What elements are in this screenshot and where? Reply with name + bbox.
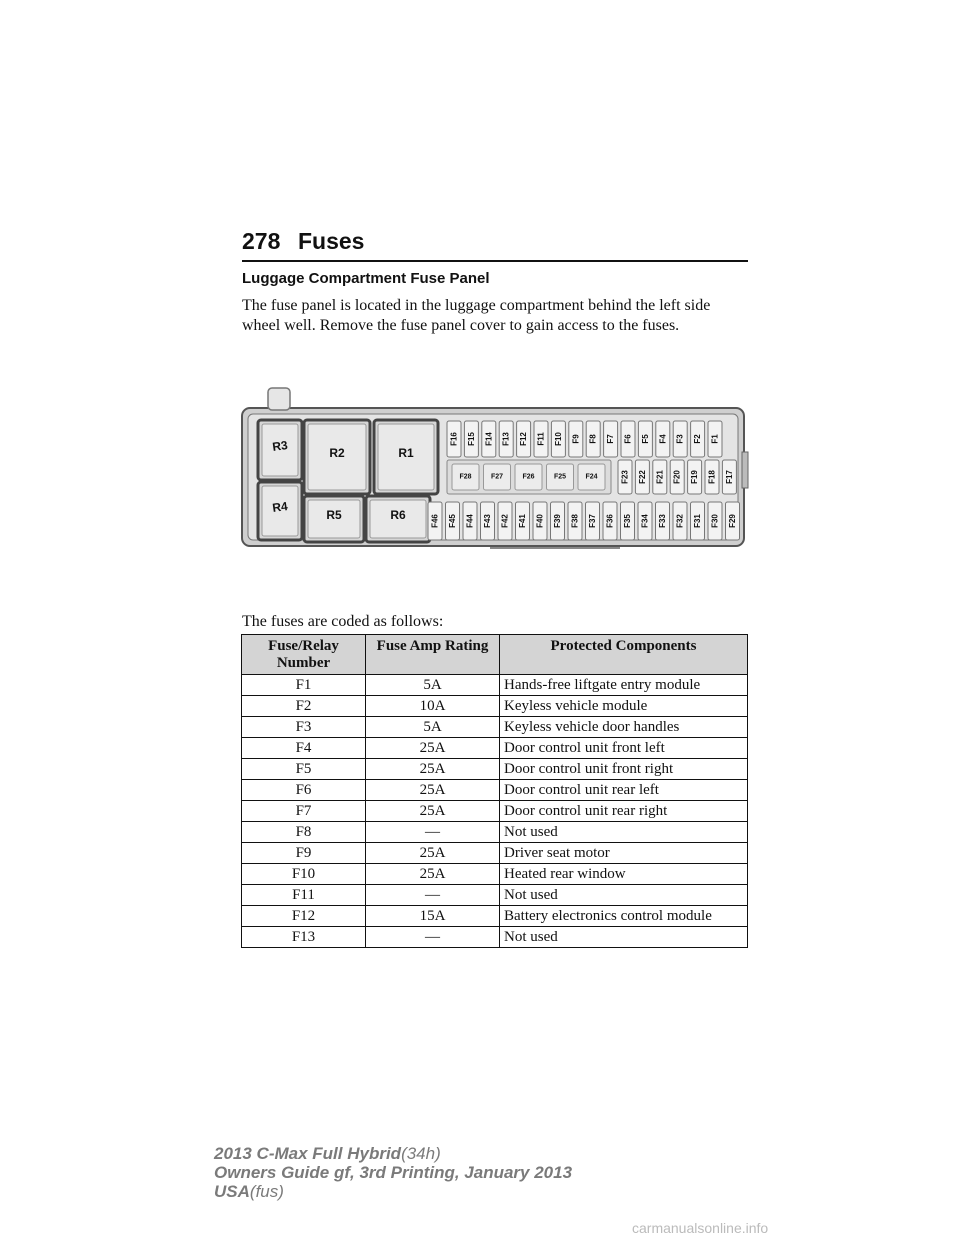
fuse-number-cell: F12: [242, 906, 366, 927]
amp-rating-cell: 25A: [366, 759, 500, 780]
fuse-label: F18: [707, 470, 717, 484]
fuse-panel-diagram: [240, 386, 750, 556]
page-number: 278: [242, 228, 281, 254]
footer-market-code: (fus): [249, 1182, 284, 1201]
table-row: [242, 738, 748, 759]
header-protected-components: Protected Components: [500, 635, 748, 675]
chapter-title: Fuses: [298, 228, 365, 254]
fuse-label: F10: [553, 432, 563, 446]
fuse-label: F44: [465, 514, 475, 528]
relay-label: R6: [390, 508, 406, 522]
panel-tab-top: [268, 388, 290, 410]
section-title: Luggage Compartment Fuse Panel: [242, 270, 490, 287]
panel-tab-right: [742, 452, 748, 488]
fuse-label: F23: [620, 470, 630, 484]
fuse-label: F24: [585, 473, 598, 481]
protected-component-cell: Keyless vehicle module: [500, 696, 748, 717]
protected-component-cell: Heated rear window: [500, 864, 748, 885]
table-row: [242, 717, 748, 738]
relay-label: R4: [271, 499, 289, 515]
fuse-label: F30: [710, 514, 720, 528]
fuse-number-cell: F6: [242, 780, 366, 801]
fuse-label: F20: [672, 470, 682, 484]
header-amp-rating: Fuse Amp Rating: [366, 635, 500, 675]
fuse-label: F15: [466, 432, 476, 446]
fuse-label: F3: [675, 434, 685, 444]
fuse-label: F11: [536, 432, 546, 446]
table-row: [242, 780, 748, 801]
protected-component-cell: Door control unit rear left: [500, 780, 748, 801]
fuse-label: F40: [535, 514, 545, 528]
fuse-label: F5: [640, 434, 650, 444]
table-row: [242, 675, 748, 696]
amp-rating-cell: 10A: [366, 696, 500, 717]
fuse-label: F13: [501, 432, 511, 446]
footer: [214, 1144, 572, 1201]
table-row: [242, 885, 748, 906]
fuse-label: F39: [553, 514, 562, 528]
fuse-label: F34: [640, 514, 650, 528]
table-row: [242, 696, 748, 717]
fuse-label: F2: [693, 434, 703, 444]
fuse-number-cell: F4: [242, 738, 366, 759]
table-header-row: [242, 635, 748, 675]
fuse-label: F26: [522, 473, 535, 481]
protected-component-cell: Door control unit front right: [500, 759, 748, 780]
fuse-number-cell: F7: [242, 801, 366, 822]
amp-rating-cell: 5A: [366, 675, 500, 696]
protected-component-cell: Door control unit front left: [500, 738, 748, 759]
protected-component-cell: Not used: [500, 927, 748, 948]
footer-line-3: [214, 1182, 572, 1201]
table-row: [242, 864, 748, 885]
fuse-label: F1: [710, 434, 720, 444]
fuse-label: F6: [623, 434, 633, 444]
fuse-number-cell: F10: [242, 864, 366, 885]
relay-label: R3: [271, 438, 289, 454]
footer-market: USA: [214, 1182, 250, 1201]
fuse-label: F45: [448, 514, 457, 528]
fuse-label: F22: [637, 470, 647, 484]
relay-label: R2: [329, 446, 345, 460]
amp-rating-cell: 25A: [366, 864, 500, 885]
fuse-label: F46: [430, 514, 440, 528]
fuse-label: F41: [518, 514, 527, 528]
table-row: [242, 759, 748, 780]
fuse-label: F21: [655, 470, 665, 484]
amp-rating-cell: 25A: [366, 843, 500, 864]
fuse-number-cell: F1: [242, 675, 366, 696]
fuse-number-cell: F11: [242, 885, 366, 906]
relay-label: R5: [326, 508, 342, 522]
fuse-label: F29: [728, 514, 737, 528]
fuse-number-cell: F2: [242, 696, 366, 717]
protected-component-cell: Keyless vehicle door handles: [500, 717, 748, 738]
fuse-label: F12: [519, 432, 529, 446]
fuse-label: F35: [623, 514, 632, 528]
fuse-table: [241, 634, 748, 948]
fuse-number-cell: F8: [242, 822, 366, 843]
fuse-label: F42: [500, 514, 510, 528]
fuse-label: F4: [658, 434, 668, 444]
fuse-label: F9: [571, 434, 581, 444]
fuse-label: F7: [606, 434, 616, 444]
footer-code: (34h): [401, 1144, 441, 1163]
fuse-label: F32: [675, 514, 685, 528]
fuse-label: F25: [553, 473, 567, 481]
table-row: [242, 843, 748, 864]
fuse-label: F33: [658, 514, 667, 528]
fuse-number-cell: F5: [242, 759, 366, 780]
protected-component-cell: Not used: [500, 885, 748, 906]
protected-component-cell: Battery electronics control module: [500, 906, 748, 927]
amp-rating-cell: —: [366, 927, 500, 948]
amp-rating-cell: —: [366, 822, 500, 843]
table-row: [242, 906, 748, 927]
amp-rating-cell: —: [366, 885, 500, 906]
protected-component-cell: Driver seat motor: [500, 843, 748, 864]
intro-paragraph: The fuse panel is located in the luggage compartment behind the left side wheel well. Remove the fuse panel cover to gain access to the fuses.: [242, 297, 711, 334]
fuse-number-cell: F13: [242, 927, 366, 948]
amp-rating-cell: 25A: [366, 780, 500, 801]
footer-model: 2013 C-Max Full Hybrid: [214, 1144, 402, 1163]
amp-rating-cell: 25A: [366, 801, 500, 822]
fuse-label: F19: [690, 470, 700, 484]
fuse-label: F36: [605, 514, 615, 528]
amp-rating-cell: 25A: [366, 738, 500, 759]
table-row: [242, 927, 748, 948]
fuse-label: F27: [490, 473, 504, 481]
fuse-label: F28: [459, 473, 472, 481]
fuse-label: F43: [483, 514, 492, 528]
amp-rating-cell: 15A: [366, 906, 500, 927]
fuse-label: F37: [588, 514, 597, 528]
table-row: [242, 801, 748, 822]
fuse-label: F17: [724, 470, 734, 484]
fuse-label: F8: [588, 434, 598, 444]
fuse-label: F14: [484, 432, 494, 446]
fuse-label: F38: [570, 514, 580, 528]
fuse-label: F16: [449, 432, 459, 446]
coded-intro: The fuses are coded as follows:: [242, 613, 444, 630]
header-fuse-number: Fuse/Relay Number: [242, 635, 366, 675]
protected-component-cell: Door control unit rear right: [500, 801, 748, 822]
protected-component-cell: Hands-free liftgate entry module: [500, 675, 748, 696]
relay-label: R1: [398, 446, 414, 460]
footer-line-2: Owners Guide gf, 3rd Printing, January 2013: [214, 1163, 573, 1182]
table-row: [242, 822, 748, 843]
fuse-label: F31: [693, 514, 702, 528]
fuse-number-cell: F3: [242, 717, 366, 738]
protected-component-cell: Not used: [500, 822, 748, 843]
fuse-number-cell: F9: [242, 843, 366, 864]
header-rule: [242, 260, 748, 262]
watermark: carmanualsonline.info: [632, 1220, 769, 1236]
amp-rating-cell: 5A: [366, 717, 500, 738]
footer-line-1: [214, 1144, 572, 1163]
